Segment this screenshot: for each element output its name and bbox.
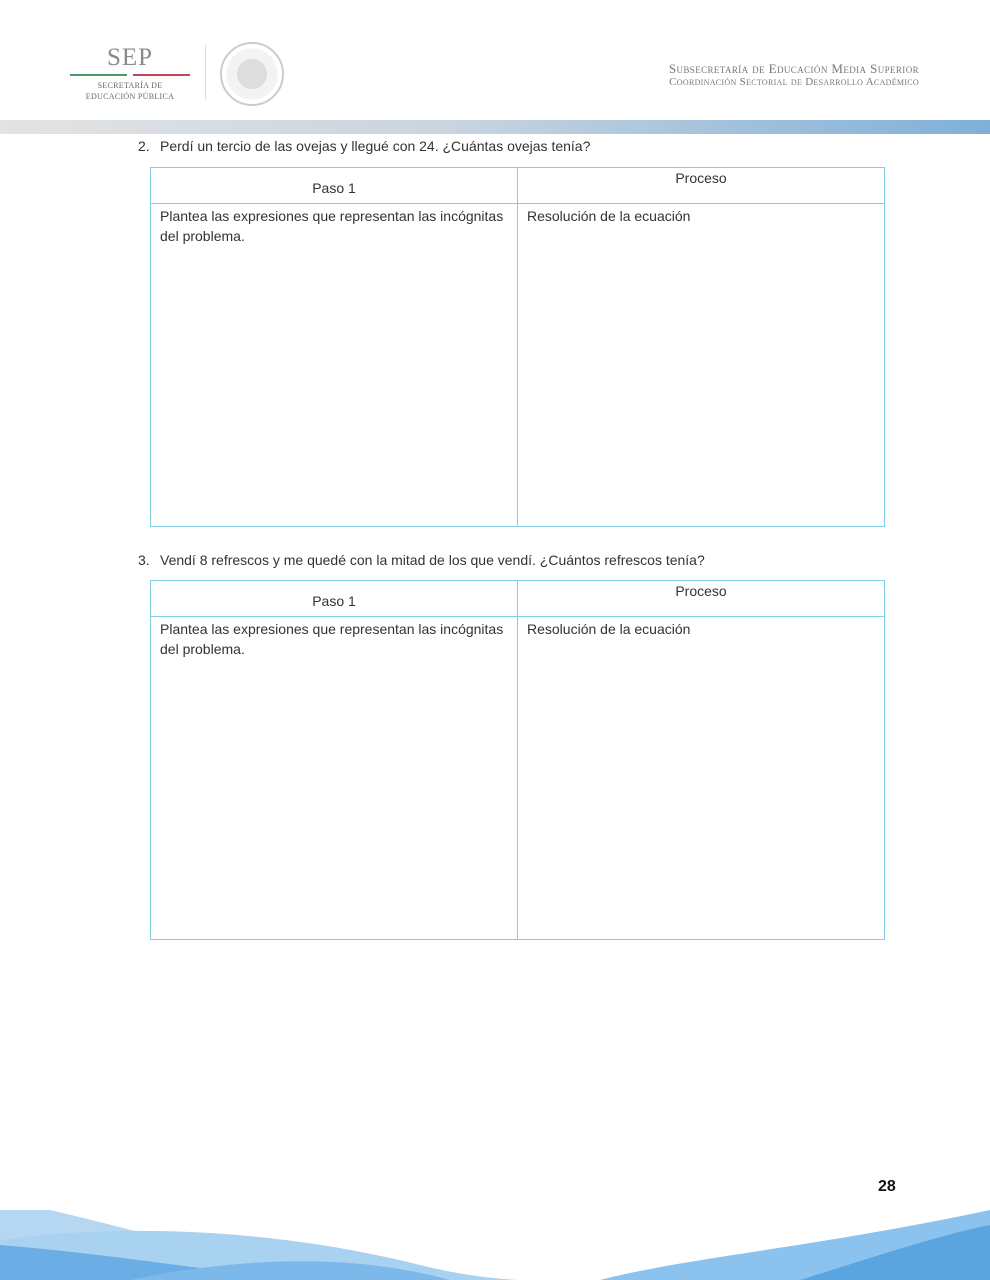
page-number: 28 [878,1178,896,1195]
header-paso-1: Paso 1 [151,581,518,617]
paso-1-answer-cell[interactable]: Plantea las expresiones que representan las incógnitas del problema. [151,204,518,527]
sep-logo-lines [70,74,190,76]
question-number: 3. [138,552,150,568]
footer-wave-decoration [0,1195,990,1280]
subsecretaria-title: Subsecretaría de Educación Media Superior [668,61,919,76]
paso-1-answer-cell[interactable]: Plantea las expresiones que representan las incógnitas del problema. [151,617,518,940]
sep-logo [70,44,190,102]
question-text: Perdí un tercio de las ovejas y llegué con 24. ¿Cuántas ovejas tenía? [160,138,591,154]
header-proceso: Proceso [518,168,885,204]
question-text: Vendí 8 refrescos y me quedé con la mitad de los que vendí. ¿Cuántos refrescos tenía? [160,552,705,568]
header-divider [205,45,206,100]
proceso-answer-cell[interactable]: Resolución de la ecuación [518,617,885,940]
sep-logo-line2: EDUCACIÓN PÚBLICA [85,92,175,101]
header-paso-1: Paso 1 [151,168,518,204]
worksheet-table-3 [150,580,885,940]
header-band [0,120,990,134]
question-2 [138,138,590,154]
coordinacion-title: Coordinación Sectorial de Desarrollo Académico [669,76,919,88]
header-institution [669,62,919,89]
worksheet-table-2 [150,167,885,527]
sep-logo-line1: SECRETARÍA DE [97,81,163,90]
proceso-answer-cell[interactable]: Resolución de la ecuación [518,204,885,527]
question-number: 2. [138,138,150,154]
question-3 [138,552,705,568]
header-proceso: Proceso [518,581,885,617]
national-seal-icon [220,42,284,106]
sep-logo-word: SEP [106,44,154,71]
